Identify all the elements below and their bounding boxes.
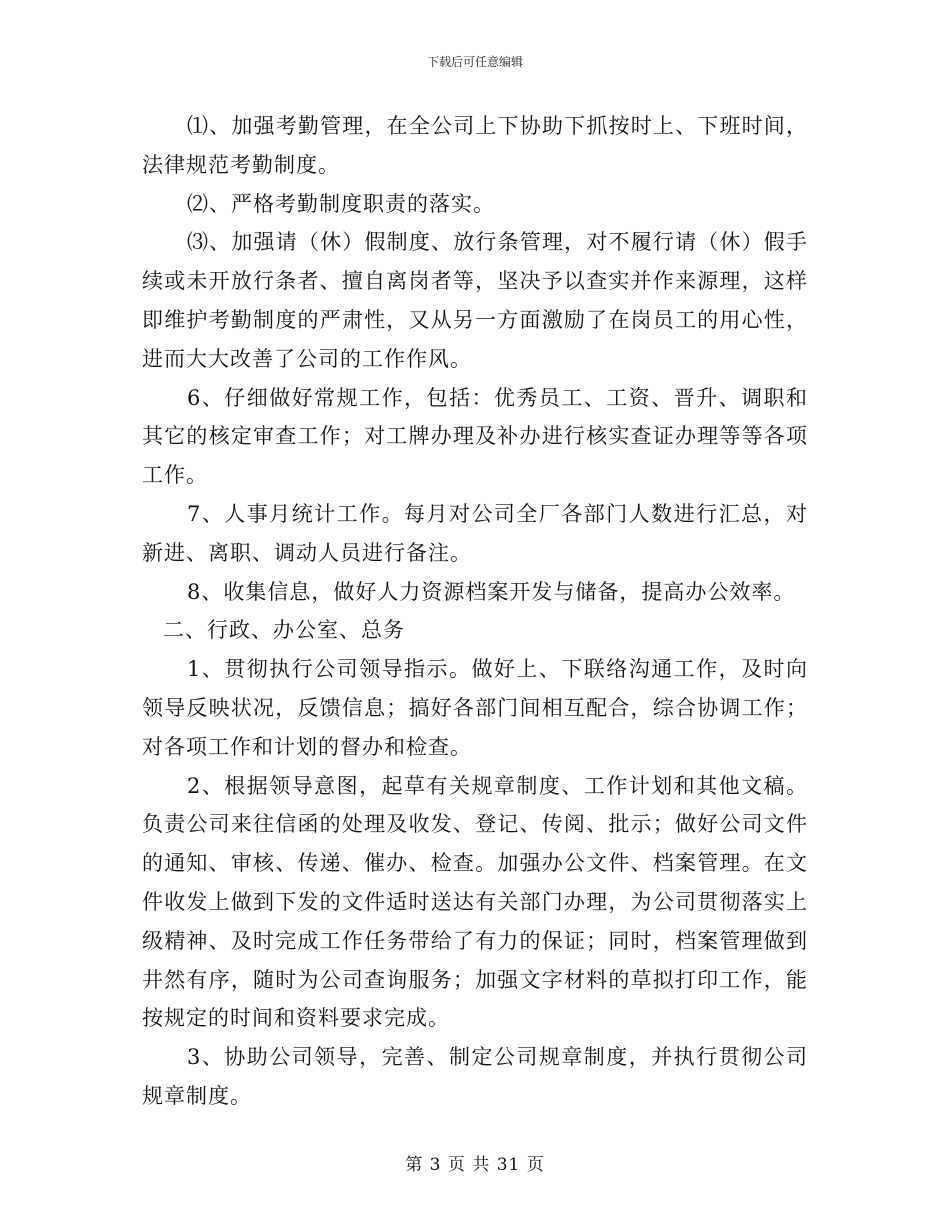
section-heading-admin-office: 二、行政、办公室、总务 <box>163 618 405 643</box>
document-body <box>142 107 808 1116</box>
paragraph-leave-system: ⑶、加强请（休）假制度、放行条管理，对不履行请（休）假手续或未开放行条者、擅自离岗者等，坚决予以查实并作来源理，这样即维护考勤制度的严肃性，又从另一方面激励了在岗员工的用心性，进而大大改善了公司的工作作风。 <box>142 230 808 371</box>
paragraph-collect-information: 8、收集信息，做好人力资源档案开发与储备，提高办公效率。 <box>187 579 796 604</box>
paragraph-attendance-management: ⑴、加强考勤管理，在全公司上下协助下抓按时上、下班时间，法律规范考勤制度。 <box>142 114 808 177</box>
paragraph-monthly-statistics: 7、人事月统计工作。每月对公司全厂各部门人数进行汇总，对新进、离职、调动人员进行备注。 <box>142 501 808 565</box>
page-number: 第 3 页 共 31 页 <box>405 1155 545 1175</box>
paragraph-implement-instructions: 1、贯彻执行公司领导指示。做好上、下联络沟通工作，及时向领导反映状况，反馈信息；搞好各部门间相互配合，综合协调工作；对各项工作和计划的督办和检查。 <box>142 657 808 759</box>
paragraph-attendance-duty: ⑵、严格考勤制度职责的落实。 <box>187 191 495 216</box>
page-header: 下载后可任意编辑 <box>426 55 523 69</box>
paragraph-rules-regulations: 3、协助公司领导，完善、制定公司规章制度，并执行贯彻公司规章制度。 <box>142 1045 808 1108</box>
paragraph-draft-documents: 2、根据领导意图，起草有关规章制度、工作计划和其他文稿。负责公司来往信函的处理及收发、登记、传阅、批示；做好公司文件的通知、审核、传递、催办、检查。加强办公文件、档案管理。在文件收发上做到下发的文件适时送达有关部门办理，为公司贯彻落实上级精神、及时完成工作任务带给了有力的保证；同时，档案管理做到井然有序，随时为公司查询服务；加强文字材料的草拟打印工作，能按规定的时间和资料要求完成。 <box>142 773 808 1031</box>
paragraph-routine-work: 6、仔细做好常规工作，包括：优秀员工、工资、晋升、调职和其它的核定审查工作；对工牌办理及补办进行核实查证办理等等各项工作。 <box>142 385 808 488</box>
